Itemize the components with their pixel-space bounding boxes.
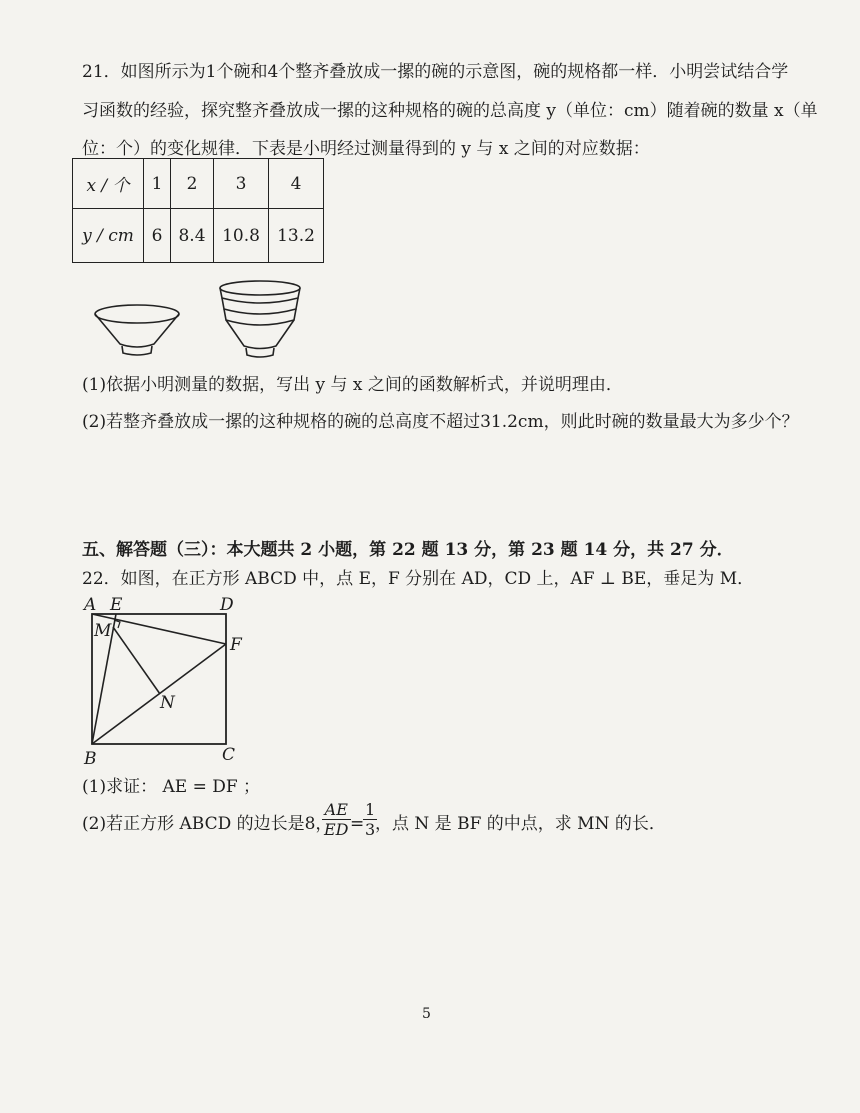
fraction-equals: =: [350, 814, 365, 834]
q21-line-2: 习函数的经验，探究整齐叠放成一摞的这种规格的碗的总高度 y（单位：cm）随着碗的数量 x（单: [82, 101, 818, 121]
q21-part-1: (1)依据小明测量的数据，写出 y 与 x 之间的函数解析式，并说明理由．: [82, 375, 623, 395]
table-cell-x4: 4: [269, 159, 324, 209]
table-cell-x3: 3: [214, 159, 269, 209]
label-e: E: [110, 595, 123, 615]
fraction-one-numerator: 1: [365, 800, 376, 819]
fraction-ae-numerator: AE: [322, 800, 351, 820]
q22-part-2-b: ，点 N 是 BF 的中点，求 MN 的长．: [375, 814, 666, 834]
table-cell-y3: 10.8: [214, 209, 269, 263]
table-cell-x1: 1: [144, 159, 171, 209]
table-cell-x2: 2: [171, 159, 214, 209]
segment-mn: [113, 627, 160, 694]
table-header-y: y / cm: [73, 209, 144, 263]
label-c: C: [222, 745, 236, 765]
label-a: A: [84, 595, 97, 615]
q22-part-2-a: (2)若正方形 ABCD 的边长是8，: [82, 814, 333, 834]
fraction-three-denominator: 3: [365, 820, 376, 839]
table-header-x: x / 个: [73, 159, 144, 209]
q21-line-3: 位：个）的变化规律．下表是小明经过测量得到的 y 与 x 之间的对应数据：: [82, 139, 650, 159]
q22-part-1: (1)求证： AE = DF ；: [82, 777, 261, 797]
label-b: B: [84, 749, 97, 769]
table-cell-y1: 6: [144, 209, 171, 263]
fraction-ae-ed: [322, 800, 351, 839]
fraction-ed-denominator: ED: [324, 820, 349, 839]
square-abcd-figure: [80, 592, 260, 772]
label-d: D: [220, 595, 234, 615]
label-f: F: [230, 635, 242, 655]
stacked-bowls-illustration: [210, 278, 310, 362]
table-cell-y4: 13.2: [269, 209, 324, 263]
q22-line-1: 22．如图，在正方形 ABCD 中，点 E，F 分别在 AD，CD 上，AF ⊥ BE，垂足为 M．: [82, 569, 755, 589]
table-cell-y2: 8.4: [171, 209, 214, 263]
label-m: M: [94, 621, 112, 641]
q21-line-1: 21．如图所示为1个碗和4个整齐叠放成一摞的碗的示意图，碗的规格都一样．小明尝试结合学: [82, 62, 789, 82]
q21-data-table: [72, 158, 324, 263]
section-5-heading: 五、解答题（三）：本大题共 2 小题，第 22 题 13 分，第 23 题 14 分，共 27 分．: [82, 540, 734, 560]
label-n: N: [160, 693, 175, 713]
q21-part-2: (2)若整齐叠放成一摞的这种规格的碗的总高度不超过31.2cm，则此时碗的数量最大为多少个？: [82, 412, 799, 432]
segment-bf: [92, 644, 226, 744]
single-bowl-illustration: [90, 300, 190, 360]
page-number: 5: [422, 1006, 431, 1022]
